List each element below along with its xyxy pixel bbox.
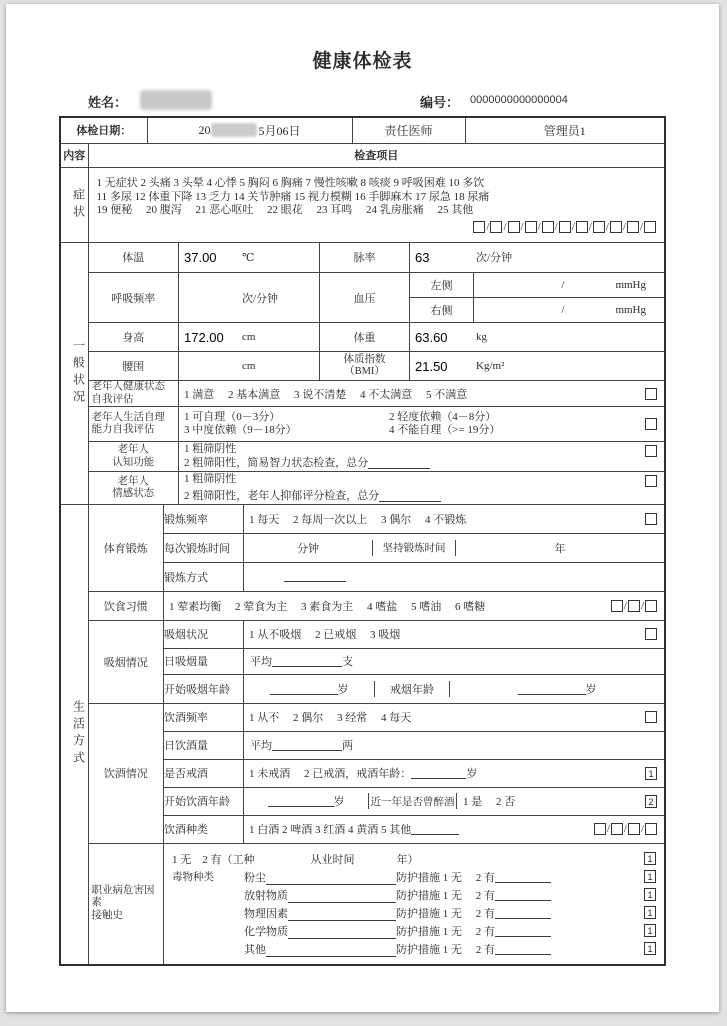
drink-quit-options: 1 未戒酒 2 已戒酒，戒酒年龄： [249, 768, 412, 780]
drink-daily-blank[interactable] [272, 739, 342, 751]
general-section-label: 一般状况 [71, 339, 86, 408]
toxin-blank[interactable] [266, 873, 396, 885]
emotion-option-1: 1 粗筛阴性 [184, 473, 237, 485]
bmi-value-cell [410, 352, 665, 381]
drink-type-options-cell: 1 白酒 2 啤酒 3 红酒 4 黄酒 5 其他 / / / [244, 815, 665, 843]
waist-value-cell[interactable] [179, 352, 320, 381]
bp-right-unit: mmHg [615, 304, 646, 316]
toxin-name: 物理因素 [244, 907, 288, 920]
drink-quit-age-blank[interactable] [411, 767, 466, 779]
smoke-daily-blank[interactable] [272, 655, 342, 667]
checkbox[interactable] [490, 221, 502, 233]
smoke-daily-cell [244, 648, 665, 674]
cognition-score-blank[interactable] [368, 457, 430, 469]
checkbox[interactable] [559, 221, 571, 233]
doctor-label: 责任医师 [352, 117, 465, 143]
exercise-duration-cell [244, 533, 665, 562]
protection-options: 防护措施 1 无 2 有 [396, 907, 495, 920]
content-label: 内容 [60, 143, 88, 167]
checkbox[interactable] [645, 823, 657, 835]
exercise-group-label: 体育锻炼 [89, 505, 164, 591]
resp-unit: 次/分钟 [242, 292, 279, 305]
pulse-value: 63 [415, 249, 430, 265]
symptoms-line-2: 11 多尿 12 体重下降 13 乏力 14 关节肿痛 15 视力模糊 16 手脚麻木 17 尿急 18 尿痛 [96, 190, 490, 203]
occupational-line1-c: 年） [396, 853, 419, 866]
elderly-health-options-cell [179, 381, 665, 407]
symptoms-line-3: 19 便秘 20 腹泻 21 恶心呕吐 22 眼花 23 耳鸣 24 乳房胀痛 25 其他 [96, 204, 474, 217]
exam-date-label: 体检日期： [60, 117, 147, 143]
checkbox[interactable] [645, 475, 657, 487]
toxin-name: 粉尘 [244, 871, 266, 884]
resp-value-cell[interactable] [179, 273, 320, 323]
exercise-freq-options: 1 每天 2 每周一次以上 3 偶尔 4 不锻炼 [249, 513, 467, 526]
checkbox[interactable] [594, 823, 606, 835]
section-symptoms [60, 167, 88, 242]
toxin-type-label: 毒物种类 [172, 872, 214, 883]
smoke-status-options-cell [244, 620, 665, 648]
drink-daily-unit: 两 [342, 740, 353, 752]
drinking-group-label: 饮酒情况 [89, 703, 164, 843]
drink-daily-label: 日饮酒量 [164, 731, 244, 759]
waist-label: 腰围 [89, 352, 179, 381]
temp-unit: ℃ [242, 251, 255, 264]
protection-options: 防护措施 1 无 2 有 [396, 889, 495, 902]
checkbox[interactable] [645, 445, 657, 457]
drink-start-blank[interactable] [268, 795, 334, 807]
symptoms-section-label: 症状 [71, 187, 86, 222]
symptoms-checkbox-group: / / / / / / / / / / [97, 221, 659, 233]
selfcare-option-2: 2 轻度依赖（4－8分） [389, 410, 497, 423]
elderly-cognition-options-cell [179, 442, 665, 472]
checkbox[interactable] [611, 823, 623, 835]
drink-freq-options: 1 从不 2 偶尔 3 经常 4 每天 [249, 712, 412, 724]
toxin-name: 其他 [244, 943, 266, 956]
checkbox[interactable] [645, 418, 657, 430]
symptoms-line-1: 1 无症状 2 头痛 3 头晕 4 心悸 5 胸闷 6 胸痛 7 慢性咳嗽 8 咳痰 9 呼吸困难 10 多饮 [96, 176, 485, 189]
page-title: 健康体检表 [312, 51, 413, 72]
exercise-method-label: 锻炼方式 [164, 562, 244, 591]
checkbox[interactable] [473, 221, 485, 233]
checkbox[interactable] [644, 221, 656, 233]
drink-daily-prefix: 平均 [250, 740, 272, 752]
selfcare-option-3: 3 中度依赖（9－18分） [184, 424, 297, 436]
name-redacted-value [140, 90, 212, 110]
exercise-duration-unit[interactable]: 分钟 [297, 542, 319, 555]
checkbox-value[interactable]: 1 [644, 942, 656, 955]
smoke-daily-prefix: 平均 [250, 656, 272, 668]
smoking-group-label: 吸烟情况 [89, 620, 164, 703]
checkbox[interactable] [611, 600, 623, 612]
protection-options: 防护措施 1 无 2 有 [396, 943, 495, 956]
drink-type-label: 饮酒种类 [164, 815, 244, 843]
checkbox-value[interactable]: 1 [644, 906, 656, 919]
emotion-option-2: 2 粗筛阳性，老年人抑郁评分检查，总分 [184, 489, 380, 502]
checkbox[interactable] [610, 221, 622, 233]
checkbox-value[interactable]: 1 [644, 888, 656, 901]
smoke-status-label: 吸烟状况 [164, 620, 244, 648]
pulse-value-cell [410, 243, 665, 273]
height-label: 身高 [89, 323, 179, 352]
section-lifestyle [60, 505, 88, 965]
checkbox[interactable] [593, 221, 605, 233]
diet-options-cell: 1 荤素均衡 2 荤食为主 3 素食为主 4 嗜盐 5 嗜油 6 嗜糖 / / [164, 591, 665, 620]
exercise-method-blank[interactable] [284, 570, 346, 582]
drink-start-label: 开始饮酒年龄 [164, 787, 244, 815]
temp-label: 体温 [89, 243, 179, 273]
elderly-health-options: 1 满意 2 基本满意 3 说不清楚 4 不太满意 5 不满意 [184, 388, 468, 401]
checkbox[interactable] [645, 388, 657, 400]
exam-form-table [59, 116, 666, 966]
smoke-start-blank[interactable] [270, 683, 338, 695]
occupational-line1-a: 1 无 2 有（工种 [172, 853, 255, 866]
exam-date-prefix: 20 [198, 122, 211, 137]
weight-value-cell [410, 323, 665, 352]
checkbox-value[interactable]: 2 [645, 795, 657, 808]
exercise-method-cell[interactable] [244, 562, 665, 591]
checkbox[interactable] [645, 600, 657, 612]
drunk-past-year-label: 近一年是否曾醉酒 [368, 793, 457, 809]
checkbox-value[interactable]: 1 [644, 852, 656, 865]
weight-label: 体重 [320, 323, 410, 352]
resp-label: 呼吸频率 [89, 273, 179, 323]
checkbox[interactable] [645, 711, 657, 723]
general-table [89, 243, 665, 505]
smoke-daily-label: 日吸烟量 [164, 648, 244, 674]
elderly-cognition-label: 老年人 认知功能 [89, 442, 179, 472]
checkbox[interactable] [627, 221, 639, 233]
exercise-persist-unit[interactable]: 年 [554, 542, 566, 555]
bp-right-slash: / [561, 304, 565, 316]
checkbox-value[interactable]: 1 [645, 767, 657, 780]
drink-quit-label: 是否戒酒 [164, 759, 244, 787]
checkbox[interactable] [542, 221, 554, 233]
smoke-quit-label: 戒烟年龄 [374, 681, 450, 697]
toxin-blank[interactable] [288, 891, 396, 903]
occupational-cell [164, 843, 665, 964]
toxin-name: 化学物质 [244, 925, 288, 938]
drink-start-cell: 岁 近一年是否曾醉酒 1 是 2 否 2 [244, 787, 665, 815]
checkbox[interactable] [576, 221, 588, 233]
protection-blank[interactable] [495, 943, 551, 955]
items-header: 检查项目 [88, 143, 665, 167]
protection-blank[interactable] [495, 907, 551, 919]
bp-left-label: 左侧 [410, 273, 474, 298]
checkbox[interactable] [508, 221, 520, 233]
drink-quit-unit: 岁 [466, 768, 478, 780]
checkbox-value[interactable]: 1 [644, 870, 656, 883]
bp-left-slash: / [561, 279, 565, 291]
symptoms-cell [88, 167, 665, 242]
elderly-emotion-options-cell [179, 472, 665, 505]
name-label: 姓名： [88, 95, 128, 110]
drink-daily-cell [244, 731, 665, 759]
protection-options: 防护措施 1 无 2 有 [396, 925, 495, 938]
code-label: 编号： [420, 95, 460, 110]
bmi-unit: Kg/m² [476, 360, 505, 372]
bp-left-unit: mmHg [615, 279, 646, 291]
height-value-cell [179, 323, 320, 352]
toxin-blank[interactable] [288, 927, 396, 939]
checkbox[interactable] [628, 823, 640, 835]
elderly-selfcare-options-cell [179, 407, 665, 442]
toxin-blank[interactable] [288, 909, 396, 921]
elderly-selfcare-label: 老年人生活自理 能力自我评估 [89, 407, 179, 442]
temp-value-cell [179, 243, 320, 273]
checkbox[interactable] [645, 628, 657, 640]
exercise-freq-label: 锻炼频率 [164, 505, 244, 533]
smoke-start-label: 开始吸烟年龄 [164, 674, 244, 703]
occupational-line1-b: 从业时间 [310, 853, 355, 866]
protection-options: 防护措施 1 无 2 有 [396, 871, 495, 884]
exam-date-cell [147, 117, 352, 143]
exam-date-suffix: 5月06日 [258, 123, 301, 138]
checkbox[interactable] [645, 513, 657, 525]
meta-row [58, 90, 667, 112]
bp-left-value-cell[interactable] [474, 273, 665, 298]
height-unit: cm [242, 331, 256, 343]
checkbox-value[interactable]: 1 [644, 924, 656, 937]
checkbox[interactable] [628, 600, 640, 612]
drunk-options: 1 是 2 否 [463, 796, 516, 808]
toxin-blank[interactable] [266, 945, 396, 957]
smoke-start-cell: 岁 戒烟年龄 岁 [244, 674, 665, 703]
exercise-persist-label: 坚持锻炼时间 [372, 540, 456, 556]
form-page [6, 4, 719, 1012]
diet-label: 饮食习惯 [89, 591, 164, 620]
doctor-value: 管理员1 [465, 117, 665, 143]
protection-blank[interactable] [495, 889, 551, 901]
temp-value: 37.00 [184, 249, 217, 265]
weight-unit: kg [476, 331, 488, 343]
elderly-emotion-label: 老年人 情感状态 [89, 472, 179, 505]
weight-value: 63.60 [415, 329, 448, 345]
toxin-name: 放射物质 [244, 889, 288, 902]
selfcare-option-4: 4 不能自理（>= 19分） [389, 424, 501, 436]
pulse-label: 脉率 [320, 243, 410, 273]
bmi-value: 21.50 [415, 358, 448, 374]
smoke-status-options: 1 从不吸烟 2 已戒烟 3 吸烟 [249, 629, 401, 641]
elderly-health-label: 老年人健康状态 自我评估 [89, 381, 179, 407]
exam-date-redacted [211, 123, 257, 137]
smoke-daily-unit: 支 [342, 656, 353, 668]
drink-type-other-blank[interactable] [411, 823, 459, 835]
code-value: 0000000000000004 [470, 94, 568, 106]
drink-freq-label: 饮酒频率 [164, 703, 244, 731]
bp-label: 血压 [320, 273, 410, 323]
exercise-freq-options-cell [244, 505, 665, 533]
section-general [60, 242, 88, 505]
selfcare-option-1: 1 可自理（0－3分） [184, 410, 281, 423]
drink-type-options: 1 白酒 2 啤酒 3 红酒 4 黄酒 5 其他 [249, 824, 412, 836]
smoke-quit-blank[interactable] [518, 683, 586, 695]
cognition-option-2: 2 粗筛阳性，简易智力状态检查，总分 [184, 456, 369, 469]
drink-quit-options-cell [244, 759, 665, 787]
waist-unit: cm [242, 360, 256, 372]
pulse-unit: 次/分钟 [476, 252, 513, 265]
protection-blank[interactable] [495, 871, 551, 883]
height-value: 172.00 [184, 329, 224, 345]
occupational-label: 职业病危害因素 接触史 [89, 843, 164, 964]
bp-right-label: 右侧 [410, 298, 474, 323]
emotion-score-blank[interactable] [379, 490, 441, 502]
checkbox[interactable] [525, 221, 537, 233]
lifestyle-table [89, 505, 665, 964]
lifestyle-section-label: 生活方式 [71, 700, 86, 769]
diet-options: 1 荤素均衡 2 荤食为主 3 素食为主 4 嗜盐 5 嗜油 6 嗜糖 [169, 600, 486, 613]
protection-blank[interactable] [495, 925, 551, 937]
bp-right-value-cell[interactable] [474, 298, 665, 323]
exercise-duration-label: 每次锻炼时间 [164, 533, 244, 562]
drink-freq-options-cell [244, 703, 665, 731]
cognition-option-1: 1 粗筛阴性 [184, 443, 237, 455]
bmi-label: 体质指数 （BMI） [320, 352, 410, 381]
